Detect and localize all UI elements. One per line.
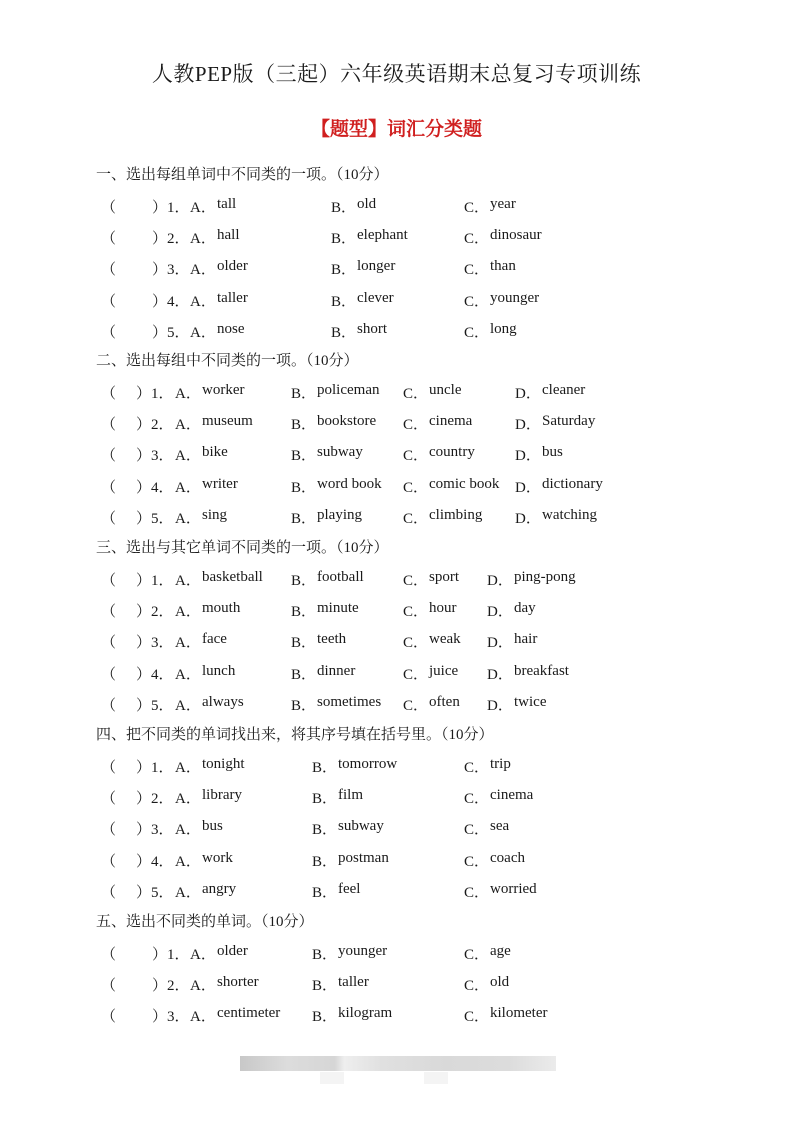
option-word: policeman [317, 382, 380, 398]
question-row [0, 258, 793, 278]
answer-blank[interactable]: （ [101, 573, 117, 589]
option-word: old [490, 974, 510, 991]
option-word: face [202, 631, 227, 648]
question-number-label: 5． [151, 884, 174, 901]
option-letter: D． [515, 386, 541, 402]
section-heading: 三、选出与其它单词不同类的一项。（10分） [96, 540, 389, 556]
question-number: ）1． [152, 200, 190, 216]
option-letter: C． [464, 1009, 490, 1026]
option-word: dictionary [542, 475, 603, 492]
option-word: year [490, 196, 516, 212]
option-word: day [514, 600, 536, 617]
option-letter: B． [331, 231, 357, 248]
option-word: work [202, 849, 233, 866]
answer-blank[interactable]: （ [101, 760, 117, 776]
answer-blank[interactable]: （ [101, 417, 117, 434]
option-word: teeth [317, 631, 347, 648]
option-word: nose [217, 320, 245, 337]
option-letter: B． [312, 760, 338, 776]
answer-blank[interactable]: （ [101, 324, 117, 341]
question-number: ）3． [136, 822, 174, 839]
option-letter: A． [190, 200, 216, 216]
option-word: worker [202, 382, 245, 398]
question-number-label: 2． [151, 791, 174, 808]
question-number: ）2． [136, 417, 174, 434]
option-word: uncle [429, 382, 462, 398]
option-letter: B． [331, 262, 357, 279]
question-number-label: 5． [151, 697, 174, 714]
question-number-label: 4． [167, 293, 190, 310]
answer-blank[interactable]: （ [101, 791, 117, 808]
question-row [0, 600, 793, 620]
option-letter: A． [175, 448, 201, 465]
option-word: short [357, 320, 387, 337]
option-word: worried [490, 880, 537, 897]
question-number: ）2． [136, 604, 174, 621]
question-number-label: 2． [167, 978, 190, 995]
option-word: hour [429, 600, 457, 617]
option-word: than [490, 258, 516, 275]
question-row [0, 569, 793, 589]
option-letter: B． [312, 791, 338, 808]
option-word: lunch [202, 662, 236, 679]
option-letter: C． [403, 604, 429, 621]
question-row [0, 974, 793, 994]
question-row [0, 818, 793, 838]
option-letter: B． [312, 1009, 338, 1026]
option-word: playing [317, 506, 362, 523]
question-row [0, 787, 793, 807]
option-letter: C． [403, 510, 429, 527]
question-number: ）1． [136, 386, 174, 402]
option-letter: D． [515, 417, 541, 434]
option-letter: C． [464, 884, 490, 901]
option-letter: A． [190, 947, 216, 963]
question-number-label: 4． [151, 853, 174, 870]
option-letter: A． [190, 293, 216, 310]
option-letter: C． [403, 635, 429, 652]
question-number: ）5． [136, 697, 174, 714]
question-row [0, 1005, 793, 1025]
answer-blank[interactable]: （ [101, 978, 117, 995]
option-letter: C． [403, 417, 429, 434]
answer-blank[interactable]: （ [101, 635, 117, 652]
option-letter: C． [464, 324, 490, 341]
option-word: cleaner [542, 382, 586, 398]
answer-blank[interactable]: （ [101, 510, 117, 527]
question-number-label: 4． [151, 479, 174, 496]
answer-blank[interactable]: （ [101, 884, 117, 901]
option-letter: A． [190, 324, 216, 341]
option-word: mouth [202, 600, 241, 617]
option-word: elephant [357, 227, 408, 244]
option-word: postman [338, 849, 389, 866]
question-number-label: 3． [151, 635, 174, 652]
option-word: breakfast [514, 662, 569, 679]
option-word: ping-pong [514, 569, 576, 585]
page-title: 人教PEP版（三起）六年级英语期末总复习专项训练 [151, 62, 642, 86]
blurred-footer [240, 1056, 556, 1071]
option-word: bus [202, 818, 223, 835]
option-letter: C． [464, 791, 490, 808]
answer-blank[interactable]: （ [101, 262, 117, 279]
option-letter: B． [291, 697, 317, 714]
option-letter: D． [487, 604, 513, 621]
option-word: climbing [429, 506, 483, 523]
question-number-label: 2． [151, 417, 174, 434]
option-word: taller [338, 974, 369, 991]
option-letter: D． [487, 666, 513, 683]
option-word: hall [217, 227, 240, 244]
option-letter: A． [175, 386, 201, 402]
question-number-label: 2． [151, 604, 174, 621]
option-letter: A． [175, 479, 201, 496]
question-row [0, 290, 793, 310]
option-letter: A． [175, 791, 201, 808]
option-word: younger [490, 289, 540, 306]
option-word: old [357, 196, 377, 212]
option-word: bike [202, 444, 228, 461]
option-letter: B． [291, 573, 317, 589]
option-letter: B． [312, 822, 338, 839]
question-number: ）5． [152, 324, 190, 341]
question-number: ）4． [136, 666, 174, 683]
option-word: often [429, 693, 460, 710]
question-number-label: 1． [151, 760, 174, 776]
option-letter: B． [291, 510, 317, 527]
option-word: basketball [202, 569, 263, 585]
option-letter: D． [515, 448, 541, 465]
answer-blank[interactable]: （ [101, 1009, 117, 1026]
answer-blank[interactable]: （ [101, 231, 117, 248]
option-letter: B． [331, 324, 357, 341]
option-word: centimeter [217, 1005, 281, 1022]
option-letter: D． [487, 635, 513, 652]
option-word: coach [490, 849, 525, 866]
question-row [0, 196, 793, 216]
option-letter: C． [403, 573, 429, 589]
question-number-label: 2． [167, 231, 190, 248]
option-word: country [429, 444, 475, 461]
option-word: football [317, 569, 364, 585]
option-letter: C． [403, 666, 429, 683]
option-word: tall [217, 196, 237, 212]
option-word: shorter [217, 974, 259, 991]
question-row [0, 227, 793, 247]
question-row [0, 631, 793, 651]
option-letter: A． [175, 853, 201, 870]
answer-blank[interactable]: （ [101, 293, 117, 310]
question-number-label: 3． [167, 1009, 190, 1026]
option-letter: C． [403, 386, 429, 402]
option-word: age [490, 943, 511, 959]
question-number: ）1． [136, 573, 174, 589]
option-word: weak [429, 631, 461, 648]
option-word: longer [357, 258, 396, 275]
option-word: older [217, 258, 248, 275]
option-word: tomorrow [338, 756, 398, 772]
question-number: ）3． [152, 1009, 190, 1026]
option-word: trip [490, 756, 511, 772]
option-letter: A． [175, 666, 201, 683]
section-heading: 四、把不同类的单词找出来，将其序号填在括号里。（10分） [96, 727, 494, 743]
question-row [0, 881, 793, 901]
option-word: sing [202, 506, 228, 523]
answer-blank[interactable]: （ [101, 822, 117, 839]
option-word: comic book [429, 475, 500, 492]
option-word: feel [338, 880, 361, 897]
option-word: minute [317, 600, 359, 617]
question-number-label: 1． [167, 947, 190, 963]
option-word: library [202, 787, 242, 804]
option-word: sometimes [317, 693, 382, 710]
answer-blank[interactable]: （ [101, 604, 117, 621]
option-letter: C． [464, 822, 490, 839]
option-letter: A． [175, 510, 201, 527]
question-number: ）4． [136, 853, 174, 870]
question-number: ）4． [152, 293, 190, 310]
answer-blank[interactable]: （ [101, 697, 117, 714]
option-word: writer [202, 475, 238, 492]
blurred-footer-sub [424, 1072, 448, 1084]
question-row [0, 694, 793, 714]
question-row [0, 943, 793, 963]
option-letter: A． [175, 697, 201, 714]
question-row [0, 476, 793, 496]
option-letter: A． [175, 884, 201, 901]
option-word: long [490, 320, 517, 337]
option-word: hair [514, 631, 538, 648]
option-letter: C． [403, 479, 429, 496]
question-number: ）1． [152, 947, 190, 963]
question-number: ）2． [152, 231, 190, 248]
option-word: sport [429, 569, 459, 585]
option-letter: C． [403, 697, 429, 714]
question-row [0, 756, 793, 776]
question-number-label: 4． [151, 666, 174, 683]
question-number: ）2． [152, 978, 190, 995]
question-row [0, 663, 793, 683]
answer-blank[interactable]: （ [101, 947, 117, 963]
question-number-label: 1． [151, 573, 174, 589]
option-letter: B． [291, 448, 317, 465]
option-letter: C． [464, 200, 490, 216]
option-word: bus [542, 444, 563, 461]
question-number-label: 1． [151, 386, 174, 402]
question-number-label: 5． [167, 324, 190, 341]
option-letter: B． [291, 635, 317, 652]
option-letter: D． [487, 697, 513, 714]
option-letter: D． [487, 573, 513, 589]
question-number: ）1． [136, 760, 174, 776]
option-word: clever [357, 289, 394, 306]
option-letter: C． [464, 978, 490, 995]
option-letter: A． [175, 822, 201, 839]
option-letter: B． [312, 947, 338, 963]
answer-blank[interactable]: （ [101, 200, 117, 216]
question-number-label: 3． [167, 262, 190, 279]
question-number: ）3． [136, 635, 174, 652]
option-letter: B． [291, 417, 317, 434]
section-heading: 一、选出每组单词中不同类的一项。（10分） [96, 167, 389, 183]
option-letter: A． [175, 573, 201, 589]
option-letter: C． [464, 947, 490, 963]
option-word: subway [317, 444, 363, 461]
option-letter: A． [175, 760, 201, 776]
option-word: juice [429, 662, 459, 679]
question-type-subtitle: 【题型】词汇分类题 [310, 118, 482, 140]
option-word: cinema [490, 787, 534, 804]
option-word: older [217, 943, 248, 959]
blurred-footer-sub [320, 1072, 344, 1084]
option-letter: B． [291, 604, 317, 621]
option-letter: B． [312, 853, 338, 870]
option-word: taller [217, 289, 248, 306]
answer-blank[interactable]: （ [101, 853, 117, 870]
question-number-label: 3． [151, 822, 174, 839]
option-word: subway [338, 818, 384, 835]
option-word: museum [202, 413, 253, 430]
question-number: ）5． [136, 884, 174, 901]
answer-blank[interactable]: （ [101, 666, 117, 683]
question-number: ）3． [136, 448, 174, 465]
option-letter: D． [515, 510, 541, 527]
option-letter: A． [175, 635, 201, 652]
question-row [0, 382, 793, 402]
option-letter: B． [331, 200, 357, 216]
section-heading: 五、选出不同类的单词。（10分） [96, 914, 314, 930]
option-word: younger [338, 943, 388, 959]
option-word: word book [317, 475, 382, 492]
option-letter: A． [190, 231, 216, 248]
question-number-label: 5． [151, 510, 174, 527]
question-number-label: 1． [167, 200, 190, 216]
option-word: Saturday [542, 413, 596, 430]
option-letter: A． [190, 262, 216, 279]
option-word: film [338, 787, 363, 804]
option-letter: B． [312, 978, 338, 995]
answer-blank[interactable]: （ [101, 479, 117, 496]
option-word: kilogram [338, 1005, 393, 1022]
option-letter: A． [190, 978, 216, 995]
option-letter: B． [291, 479, 317, 496]
option-letter: B． [291, 666, 317, 683]
option-letter: C． [464, 760, 490, 776]
question-number-label: 3． [151, 448, 174, 465]
option-letter: A． [190, 1009, 216, 1026]
option-word: kilometer [490, 1005, 548, 1022]
question-row [0, 507, 793, 527]
option-letter: C． [464, 293, 490, 310]
section-heading: 二、选出每组中不同类的一项。（10分） [96, 353, 359, 369]
question-number: ）2． [136, 791, 174, 808]
option-letter: B． [312, 884, 338, 901]
answer-blank[interactable]: （ [101, 448, 117, 465]
option-word: dinner [317, 662, 356, 679]
option-word: dinosaur [490, 227, 542, 244]
option-word: tonight [202, 756, 245, 772]
option-letter: C． [464, 853, 490, 870]
answer-blank[interactable]: （ [101, 386, 117, 402]
option-word: watching [542, 506, 597, 523]
option-word: angry [202, 880, 237, 897]
option-word: twice [514, 693, 547, 710]
question-row [0, 321, 793, 341]
option-letter: D． [515, 479, 541, 496]
question-row [0, 444, 793, 464]
option-word: cinema [429, 413, 473, 430]
option-letter: C． [403, 448, 429, 465]
option-word: bookstore [317, 413, 377, 430]
option-letter: C． [464, 231, 490, 248]
option-word: always [202, 693, 244, 710]
question-row [0, 850, 793, 870]
option-letter: A． [175, 417, 201, 434]
question-row [0, 413, 793, 433]
question-number: ）3． [152, 262, 190, 279]
option-letter: B． [291, 386, 317, 402]
option-letter: C． [464, 262, 490, 279]
option-word: sea [490, 818, 510, 835]
option-letter: B． [331, 293, 357, 310]
question-number: ）5． [136, 510, 174, 527]
option-letter: A． [175, 604, 201, 621]
question-number: ）4． [136, 479, 174, 496]
